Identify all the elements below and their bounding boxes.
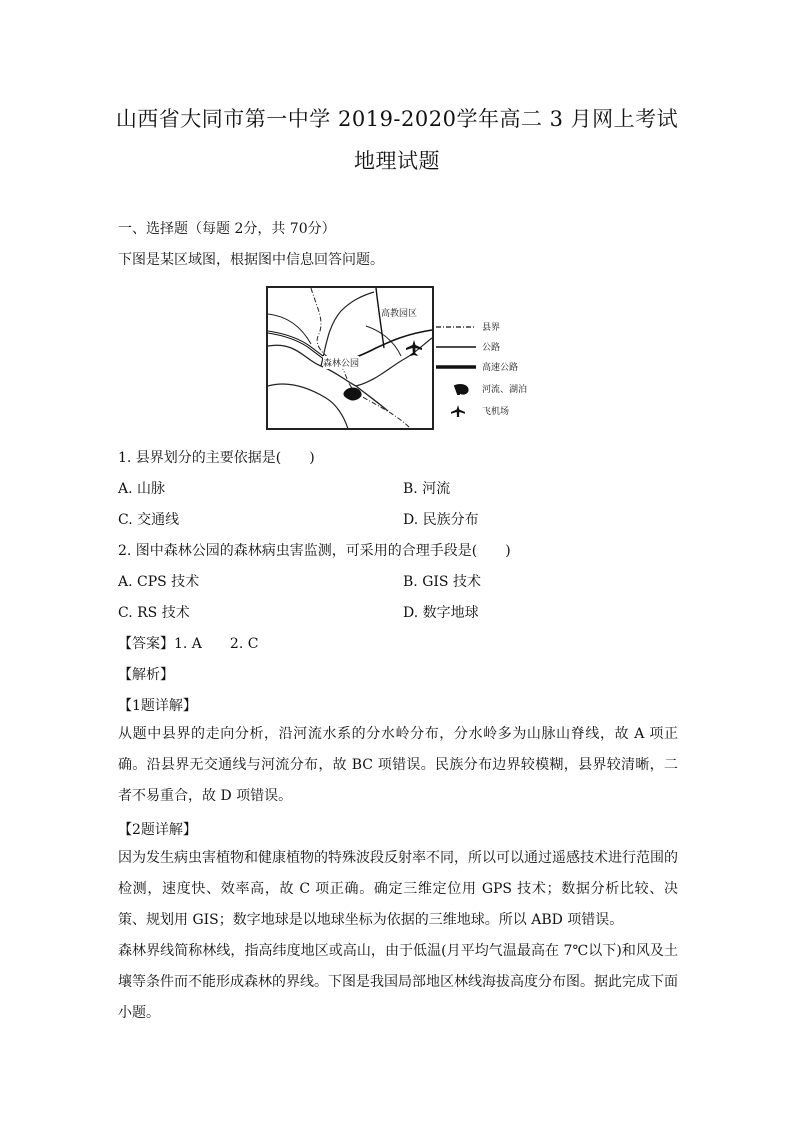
question-2-option-a: A. CPS 技术 [118,574,200,590]
question-2-option-b: B. GIS 技术 [403,574,481,590]
answer-line: 【答案】1. A 2. C [118,636,259,652]
question-2-stem: 2. 图中森林公园的森林病虫害监测，可采用的合理手段是( ) [118,543,511,559]
detail-2-heading: 【2题详解】 [118,822,197,838]
legend-airport: 飞机场 [436,404,509,417]
legend-county-border: 县界 [436,320,500,333]
question-1-stem: 1. 县界划分的主要依据是( ) [118,450,315,466]
airport-icon [406,340,422,356]
expressway-icon [436,361,476,373]
detail-1-text: 从题中县界的走向分析，沿河流水系的分水岭分布，分水岭多为山脉山脊线，故 A 项正确。沿县界无交通线与河流分布，故 BC 项错误。民族分布边界较模糊，县界较清晰，二者不易重合，故 D 项错误。 [118,726,678,804]
section-intro: 下图是某区域图，根据图中信息回答问题。 [118,252,384,268]
detail-2-text: 因为发生病虫害植物和健康植物的特殊波段反射率不同，所以可以通过遥感技术进行范围的检测，速度快、效率高，故 C 项正确。确定三维定位用 GPS 技术；数据分析比较、决策、规划用 GIS；数字地球是以地球坐标为依据的三维地球。所以 ABD 项错误。 [118,850,678,928]
next-question-intro: 森林界线简称林线，指高纬度地区或高山，由于低温(月平均气温最高在 7℃以下)和风及土壤等条件而不能形成森林的界线。下图是我国局部地区林线海拔高度分布图。据此完成下面小题。 [118,943,678,1021]
document-title: 山西省大同市第一中学 2019-2020学年高二 3 月网上考试 [115,107,679,131]
legend-river-lake: 河流、湖泊 [436,382,527,395]
question-2-option-c: C. RS 技术 [118,605,190,621]
analysis-heading: 【解析】 [118,667,174,683]
road-icon [436,341,476,353]
map-label-university: 高教园区 [381,306,417,319]
airplane-icon [436,405,476,417]
legend-road: 公路 [436,340,500,353]
map-label-forest-park: 森林公园 [323,356,359,369]
county-border-icon [436,321,476,333]
detail-1-heading: 【1题详解】 [118,698,197,714]
legend-expressway: 高速公路 [436,360,518,373]
section-heading: 一、选择题（每题 2分，共 70分） [118,221,336,237]
river-lake-icon [436,383,476,395]
question-1-option-d: D. 民族分布 [403,512,479,528]
document-subtitle: 地理试题 [354,149,440,173]
question-1-option-a: A. 山脉 [118,481,166,497]
map-legend [436,318,546,428]
question-1-option-b: B. 河流 [403,481,451,497]
question-1-option-c: C. 交通线 [118,512,180,528]
question-2-option-d: D. 数字地球 [403,605,479,621]
